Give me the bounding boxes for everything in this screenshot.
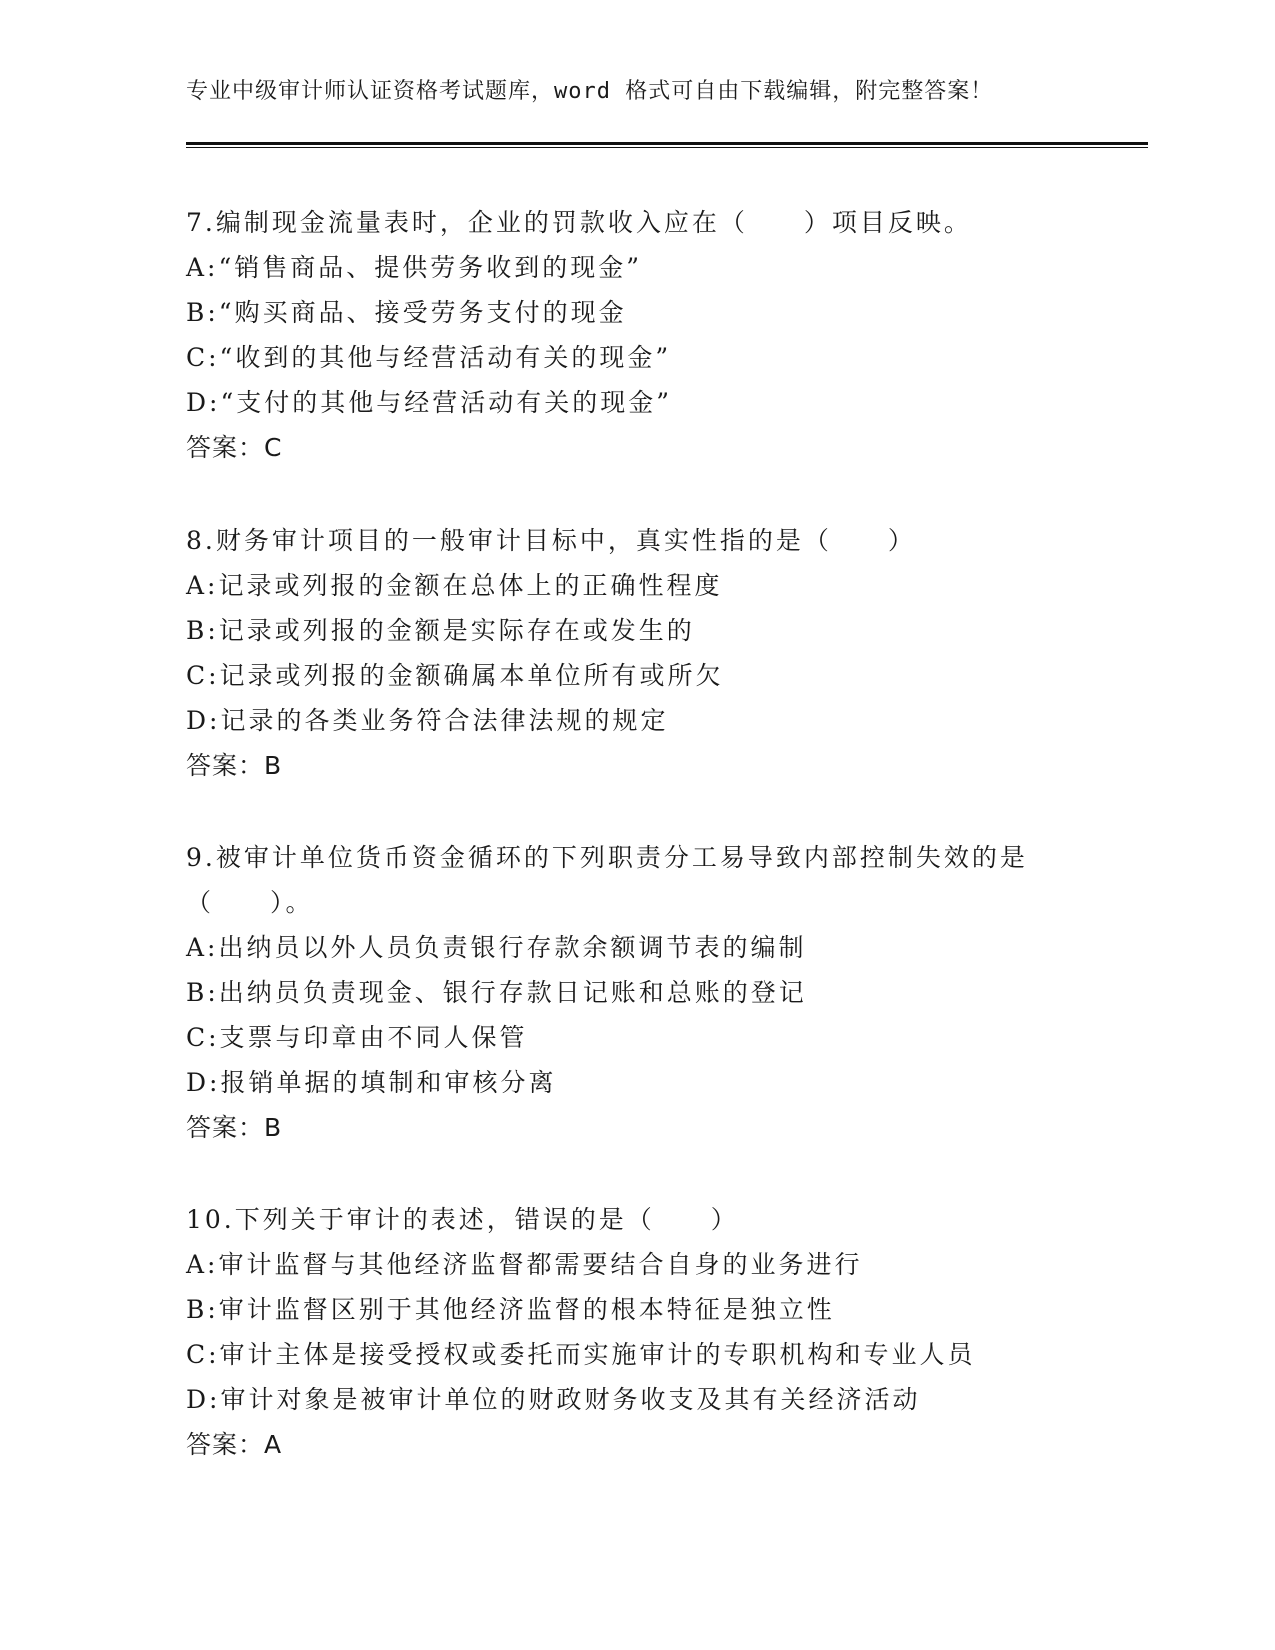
- answer: 答案：B: [186, 1113, 283, 1142]
- option-d: D:报销单据的填制和审核分离: [186, 1068, 557, 1097]
- option-b: B:“购买商品、接受劳务支付的现金: [186, 298, 627, 327]
- option-b: B:审计监督区别于其他经济监督的根本特征是独立性: [186, 1295, 835, 1324]
- header-divider: [186, 142, 1148, 149]
- option-b: B:出纳员负责现金、银行存款日记账和总账的登记: [186, 978, 807, 1007]
- header-note: 专业中级审计师认证资格考试题库，word 格式可自由下载编辑，附完整答案！: [186, 79, 994, 104]
- question-9: [186, 835, 1086, 1150]
- option-a: A:记录或列报的金额在总体上的正确性程度: [186, 571, 723, 600]
- header-divider-thick: [186, 142, 1148, 145]
- option-c: C:支票与印章由不同人保管: [186, 1023, 528, 1052]
- option-a: A:出纳员以外人员负责银行存款余额调节表的编制: [186, 933, 807, 962]
- option-a: A:“销售商品、提供劳务收到的现金”: [186, 253, 643, 282]
- option-d: D:记录的各类业务符合法律法规的规定: [186, 706, 669, 735]
- question-10: [186, 1197, 1086, 1467]
- option-c: C:审计主体是接受授权或委托而实施审计的专职机构和专业人员: [186, 1340, 976, 1369]
- option-a: A:审计监督与其他经济监督都需要结合自身的业务进行: [186, 1250, 863, 1279]
- question-stem: 8.财务审计项目的一般审计目标中，真实性指的是（ ）: [186, 526, 916, 555]
- answer: 答案：A: [186, 1430, 283, 1459]
- option-c: C:“收到的其他与经营活动有关的现金”: [186, 343, 672, 372]
- option-d: D:审计对象是被审计单位的财政财务收支及其有关经济活动: [186, 1385, 921, 1414]
- answer: 答案：B: [186, 751, 283, 780]
- option-b: B:记录或列报的金额是实际存在或发生的: [186, 616, 695, 645]
- question-stem: 10.下列关于审计的表述，错误的是（ ）: [186, 1205, 739, 1234]
- question-8: [186, 518, 1086, 788]
- answer: 答案：C: [186, 433, 283, 462]
- question-7: [186, 200, 1086, 470]
- question-stem: 9.被审计单位货币资金循环的下列职责分工易导致内部控制失效的是（ ）。: [186, 843, 1028, 917]
- question-stem: 7.编制现金流量表时，企业的罚款收入应在（ ）项目反映。: [186, 208, 972, 237]
- option-c: C:记录或列报的金额确属本单位所有或所欠: [186, 661, 724, 690]
- option-d: D:“支付的其他与经营活动有关的现金”: [186, 388, 673, 417]
- header-divider-thin: [186, 147, 1148, 148]
